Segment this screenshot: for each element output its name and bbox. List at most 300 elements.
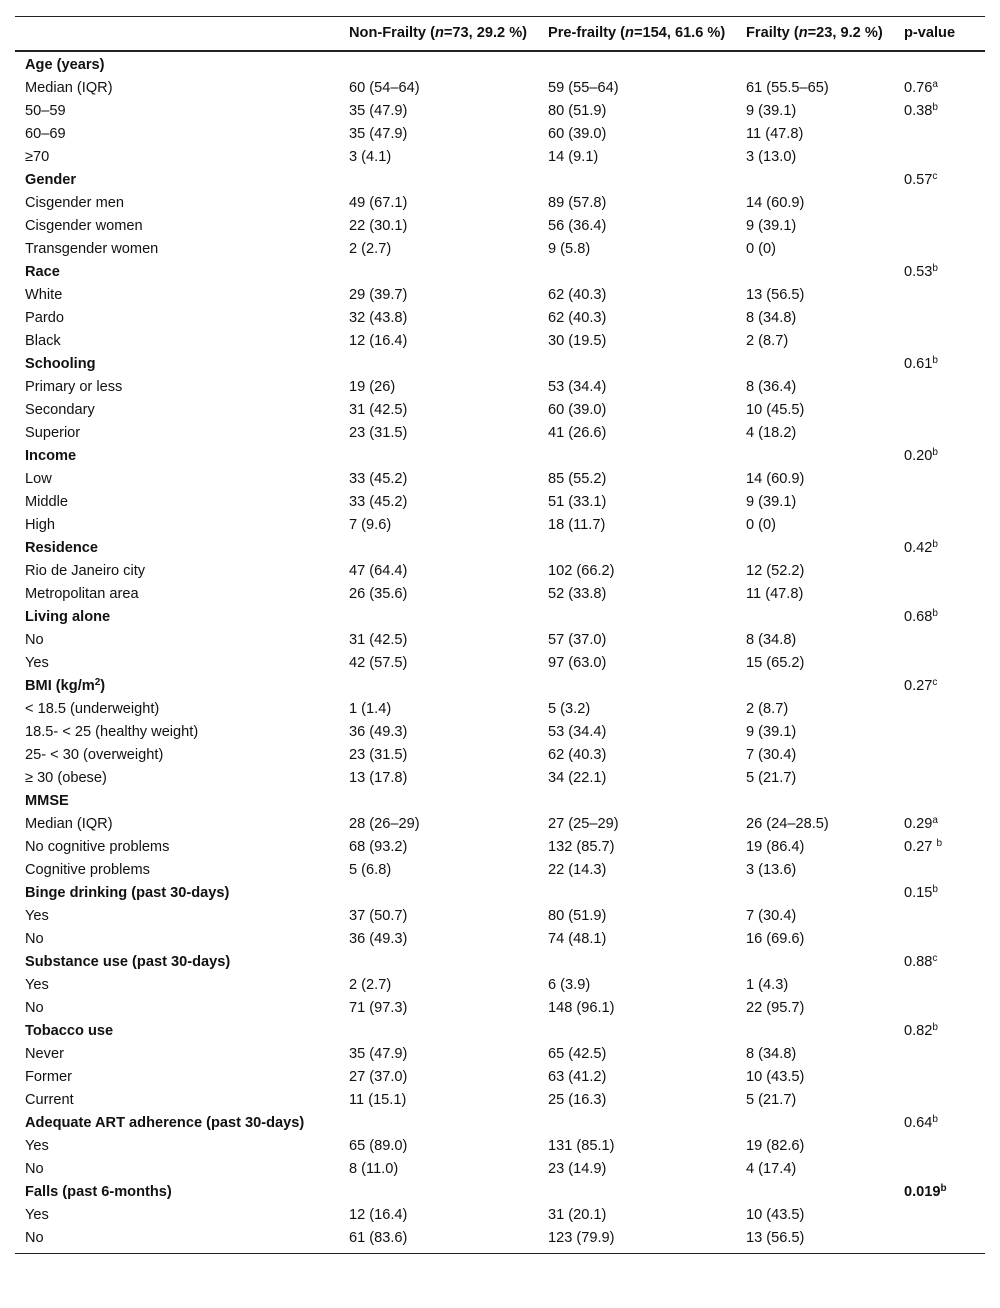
table-row [15,238,985,261]
p-value [894,560,985,583]
p-value [894,629,985,652]
row-label: Cognitive problems [25,862,150,878]
table-row [15,997,985,1020]
table-row [15,399,985,422]
row-label: Rio de Janeiro city [25,563,146,579]
table-row [15,583,985,606]
non-frailty-value: 3 (4.1) [349,149,392,165]
table-row [15,376,985,399]
row-label: Yes [25,977,49,993]
section-row [15,51,985,77]
frailty-value: 7 (30.4) [746,908,797,924]
pre-frailty-value: 51 (33.1) [548,494,607,510]
pre-frailty-value: 62 (40.3) [548,310,607,326]
p-value: 0.64$^b$ [904,1114,938,1131]
non-frailty-value: 33 (45.2) [349,471,408,487]
frailty-value [736,1112,894,1135]
pre-frailty-value: 31 (20.1) [548,1207,607,1223]
pre-frailty-value: 34 (22.1) [548,770,607,786]
header-p-value: p-value [894,17,985,52]
non-frailty-value: 23 (31.5) [349,425,408,441]
pre-frailty-value: 62 (40.3) [548,747,607,763]
table-row [15,1089,985,1112]
row-label: No cognitive problems [25,839,170,855]
table-row [15,1204,985,1227]
pre-frailty-value: 60 (39.0) [548,126,607,142]
p-value [894,51,985,77]
section-label: Falls (past 6-months) [25,1184,172,1200]
table-row [15,330,985,353]
pre-frailty-value: 74 (48.1) [548,931,607,947]
frailty-value [736,951,894,974]
non-frailty-value: 42 (57.5) [349,655,408,671]
non-frailty-value: 5 (6.8) [349,862,392,878]
p-value [894,399,985,422]
row-label: No [25,1161,44,1177]
frailty-value: 3 (13.0) [746,149,797,165]
pre-frailty-value: 53 (34.4) [548,379,607,395]
pre-frailty-value: 23 (14.9) [548,1161,607,1177]
p-value [894,307,985,330]
section-label: Residence [25,540,99,556]
table-row [15,215,985,238]
p-value [894,1227,985,1254]
frailty-value: 13 (56.5) [746,287,805,303]
row-label: 25- < 30 (overweight) [25,747,164,763]
frailty-value: 22 (95.7) [746,1000,805,1016]
row-label: Metropolitan area [25,586,139,602]
table-row [15,560,985,583]
row-label: 50–59 [25,103,66,119]
non-frailty-value: 12 (16.4) [349,1207,408,1223]
non-frailty-value [339,445,538,468]
row-label: Transgender women [25,241,159,257]
p-value: 0.82$^b$ [904,1022,938,1039]
table-row [15,974,985,997]
p-value: 0.38$^b$ [904,102,938,119]
frailty-value: 14 (60.9) [746,195,805,211]
row-label: Cisgender women [25,218,143,234]
pre-frailty-value: 123 (79.9) [548,1230,615,1246]
non-frailty-value: 26 (35.6) [349,586,408,602]
header-pre-frailty: Pre-frailty (n=154, 61.6 %) [538,17,736,52]
pre-frailty-value: 53 (34.4) [548,724,607,740]
frailty-value: 4 (17.4) [746,1161,797,1177]
table-row [15,813,985,836]
non-frailty-value: 71 (97.3) [349,1000,408,1016]
table-row [15,1227,985,1254]
table-row [15,1066,985,1089]
section-label: Tobacco use [25,1023,114,1039]
p-value [894,767,985,790]
frailty-value: 61 (55.5–65) [746,80,829,96]
row-label: < 18.5 (underweight) [25,701,160,717]
table-row [15,767,985,790]
pre-frailty-value: 102 (66.2) [548,563,615,579]
pre-frailty-value [538,445,736,468]
frailty-value: 2 (8.7) [746,333,789,349]
frailty-value: 11 (47.8) [746,586,804,602]
row-label: Cisgender men [25,195,124,211]
pre-frailty-value: 5 (3.2) [548,701,591,717]
pre-frailty-value: 27 (25–29) [548,816,619,832]
p-value [894,376,985,399]
non-frailty-value [339,790,538,813]
non-frailty-value: 36 (49.3) [349,724,408,740]
table-row [15,859,985,882]
table-body [15,51,985,1254]
row-label: Black [25,333,61,349]
non-frailty-value [339,675,538,698]
pre-frailty-value: 25 (16.3) [548,1092,607,1108]
pre-frailty-value: 63 (41.2) [548,1069,607,1085]
non-frailty-value: 61 (83.6) [349,1230,408,1246]
frailty-value: 15 (65.2) [746,655,805,671]
row-label: Yes [25,1138,49,1154]
frailty-value: 10 (43.5) [746,1069,805,1085]
non-frailty-value: 13 (17.8) [349,770,408,786]
pre-frailty-value: 30 (19.5) [548,333,607,349]
row-label: High [25,517,56,533]
frailty-value: 3 (13.6) [746,862,797,878]
p-value [894,1066,985,1089]
frailty-value [736,790,894,813]
section-label: Living alone [25,609,111,625]
p-value: 0.57$^c$ [904,171,938,188]
table-row [15,192,985,215]
header-frailty: Frailty (n=23, 9.2 %) [736,17,894,52]
pre-frailty-value: 14 (9.1) [548,149,599,165]
section-row [15,1112,985,1135]
frailty-value: 1 (4.3) [746,977,789,993]
non-frailty-value: 23 (31.5) [349,747,408,763]
section-label: Income [25,448,77,464]
row-label: Median (IQR) [25,80,113,96]
table-row [15,744,985,767]
section-label: MMSE [25,793,69,809]
frailty-value: 14 (60.9) [746,471,805,487]
non-frailty-value: 27 (37.0) [349,1069,408,1085]
p-value: 0.68$^b$ [904,608,938,625]
pre-frailty-value: 80 (51.9) [548,908,607,924]
p-value: 0.53$^b$ [904,263,938,280]
pre-frailty-value [538,606,736,629]
non-frailty-value: 7 (9.6) [349,517,392,533]
table-row [15,100,985,123]
p-value: 0.20$^b$ [904,447,938,464]
pre-frailty-value: 56 (36.4) [548,218,607,234]
p-value: 0.27 $^b$ [904,838,943,855]
non-frailty-value: 35 (47.9) [349,126,408,142]
table-row [15,514,985,537]
p-value [894,215,985,238]
non-frailty-value: 35 (47.9) [349,103,408,119]
row-label: Yes [25,655,49,671]
non-frailty-value: 60 (54–64) [349,80,420,96]
p-value: 0.76$^a$ [904,79,938,96]
frailty-value [736,51,894,77]
p-value [894,1043,985,1066]
p-value: 0.88$^c$ [904,953,938,970]
pre-frailty-value: 85 (55.2) [548,471,607,487]
frailty-value: 9 (39.1) [746,103,797,119]
frailty-value: 5 (21.7) [746,770,797,786]
row-label: ≥70 [25,149,50,165]
row-label: 18.5- < 25 (healthy weight) [25,724,199,740]
frailty-value: 19 (86.4) [746,839,805,855]
p-value [894,1158,985,1181]
p-value: 0.27$^c$ [904,677,938,694]
frailty-value: 9 (39.1) [746,218,797,234]
non-frailty-value [339,1181,538,1204]
section-row [15,169,985,192]
table-row [15,905,985,928]
section-row [15,790,985,813]
section-label: Adequate ART adherence (past 30-days) [25,1115,305,1131]
table-row [15,307,985,330]
pre-frailty-value [538,353,736,376]
non-frailty-value [339,1112,538,1135]
table-row [15,836,985,859]
section-label: BMI $(kg/m^2)$ [25,677,106,694]
p-value [894,330,985,353]
p-value [894,790,985,813]
frailty-value: 9 (39.1) [746,494,797,510]
frailty-value: 8 (34.8) [746,1046,797,1062]
row-label: Median (IQR) [25,816,113,832]
non-frailty-value: 49 (67.1) [349,195,408,211]
frailty-value: 2 (8.7) [746,701,789,717]
non-frailty-value: 11 (15.1) [349,1092,407,1108]
pre-frailty-value: 52 (33.8) [548,586,607,602]
pre-frailty-value: 132 (85.7) [548,839,615,855]
non-frailty-value [339,1020,538,1043]
section-label: Schooling [25,356,96,372]
pre-frailty-value: 57 (37.0) [548,632,607,648]
non-frailty-value: 29 (39.7) [349,287,408,303]
row-label: Never [25,1046,64,1062]
table-row [15,652,985,675]
p-value [894,491,985,514]
p-value [894,238,985,261]
pre-frailty-value: 60 (39.0) [548,402,607,418]
pre-frailty-value [538,675,736,698]
p-value: 0.019$^b$ [904,1183,947,1200]
non-frailty-value: 37 (50.7) [349,908,408,924]
p-value [894,974,985,997]
pre-frailty-value: 62 (40.3) [548,287,607,303]
frailty-value [736,537,894,560]
non-frailty-value [339,261,538,284]
section-row [15,537,985,560]
non-frailty-value: 32 (43.8) [349,310,408,326]
table-row [15,123,985,146]
non-frailty-value: 2 (2.7) [349,241,392,257]
non-frailty-value: 19 (26) [349,379,396,395]
p-value [894,123,985,146]
table-row [15,1158,985,1181]
p-value [894,1204,985,1227]
row-label: No [25,632,44,648]
pre-frailty-value: 59 (55–64) [548,80,619,96]
section-label: Binge drinking (past 30-days) [25,885,230,901]
non-frailty-value [339,606,538,629]
non-frailty-value [339,169,538,192]
frailty-value: 12 (52.2) [746,563,805,579]
section-label: Race [25,264,60,280]
pre-frailty-value: 6 (3.9) [548,977,591,993]
row-label: White [25,287,63,303]
p-value [894,652,985,675]
frailty-value [736,606,894,629]
pre-frailty-value: 65 (42.5) [548,1046,607,1062]
frailty-value: 8 (36.4) [746,379,797,395]
frailty-value: 0 (0) [746,241,777,257]
p-value [894,928,985,951]
table-row [15,629,985,652]
pre-frailty-value: 41 (26.6) [548,425,607,441]
p-value [894,744,985,767]
pre-frailty-value [538,51,736,77]
non-frailty-value: 28 (26–29) [349,816,420,832]
non-frailty-value: 31 (42.5) [349,402,408,418]
row-label: Middle [25,494,68,510]
frailty-value [736,675,894,698]
frailty-value: 11 (47.8) [746,126,804,142]
frailty-value [736,1181,894,1204]
row-label: Secondary [25,402,95,418]
non-frailty-value: 65 (89.0) [349,1138,408,1154]
row-label: No [25,931,44,947]
pre-frailty-value: 89 (57.8) [548,195,607,211]
section-row [15,1020,985,1043]
non-frailty-value: 8 (11.0) [349,1161,399,1177]
frailty-value: 4 (18.2) [746,425,797,441]
row-label: ≥ 30 (obese) [25,770,107,786]
pre-frailty-value: 131 (85.1) [548,1138,615,1154]
pre-frailty-value [538,169,736,192]
table-row [15,468,985,491]
section-label: Gender [25,172,77,188]
non-frailty-value: 68 (93.2) [349,839,408,855]
row-label: Pardo [25,310,64,326]
frailty-value: 19 (82.6) [746,1138,805,1154]
table-row [15,721,985,744]
section-row [15,951,985,974]
table-row [15,422,985,445]
section-row [15,606,985,629]
frailty-value: 26 (24–28.5) [746,816,829,832]
p-value [894,146,985,169]
table-header-row [15,17,985,52]
p-value: 0.42$^b$ [904,539,938,556]
row-label: Primary or less [25,379,123,395]
row-label: Former [25,1069,73,1085]
p-value: 0.29$^a$ [904,815,938,832]
pre-frailty-value [538,1181,736,1204]
table-row [15,491,985,514]
p-value [894,583,985,606]
non-frailty-value [339,353,538,376]
frailty-characteristics-table [15,16,985,1254]
frailty-value: 16 (69.6) [746,931,805,947]
pre-frailty-value [538,1020,736,1043]
p-value [894,859,985,882]
frailty-value [736,882,894,905]
p-value: 0.61$^b$ [904,355,938,372]
p-value [894,721,985,744]
row-label: Current [25,1092,74,1108]
non-frailty-value [339,882,538,905]
non-frailty-value: 31 (42.5) [349,632,408,648]
header-non-frailty: Non-Frailty (n=73, 29.2 %) [339,17,538,52]
section-label: Age (years) [25,57,105,73]
table-row [15,698,985,721]
p-value [894,997,985,1020]
frailty-value [736,261,894,284]
pre-frailty-value: 80 (51.9) [548,103,607,119]
table-row [15,77,985,100]
section-row [15,675,985,698]
header-variable [15,17,339,52]
pre-frailty-value: 9 (5.8) [548,241,591,257]
non-frailty-value: 1 (1.4) [349,701,392,717]
p-value [894,905,985,928]
frailty-value [736,169,894,192]
non-frailty-value: 22 (30.1) [349,218,408,234]
pre-frailty-value [538,790,736,813]
p-value [894,284,985,307]
row-label: No [25,1000,44,1016]
frailty-value [736,353,894,376]
frailty-value: 13 (56.5) [746,1230,805,1246]
frailty-value: 0 (0) [746,517,777,533]
non-frailty-value: 35 (47.9) [349,1046,408,1062]
table-row [15,284,985,307]
p-value [894,1135,985,1158]
frailty-value: 8 (34.8) [746,310,797,326]
row-label: No [25,1230,44,1246]
non-frailty-value [339,951,538,974]
section-row [15,353,985,376]
pre-frailty-value: 97 (63.0) [548,655,607,671]
table-row [15,1043,985,1066]
frailty-value: 10 (43.5) [746,1207,805,1223]
non-frailty-value: 47 (64.4) [349,563,408,579]
pre-frailty-value [538,261,736,284]
row-label: Low [25,471,52,487]
frailty-value [736,445,894,468]
row-label: 60–69 [25,126,66,142]
row-label: Yes [25,908,49,924]
frailty-value: 5 (21.7) [746,1092,797,1108]
p-value [894,468,985,491]
non-frailty-value [339,537,538,560]
row-label: Yes [25,1207,49,1223]
row-label: Superior [25,425,81,441]
frailty-value: 8 (34.8) [746,632,797,648]
frailty-value [736,1020,894,1043]
pre-frailty-value: 18 (11.7) [548,517,606,533]
p-value [894,192,985,215]
p-value [894,422,985,445]
section-row [15,261,985,284]
pre-frailty-value [538,1112,736,1135]
non-frailty-value: 12 (16.4) [349,333,408,349]
table-row [15,1135,985,1158]
table-row [15,928,985,951]
section-row [15,882,985,905]
